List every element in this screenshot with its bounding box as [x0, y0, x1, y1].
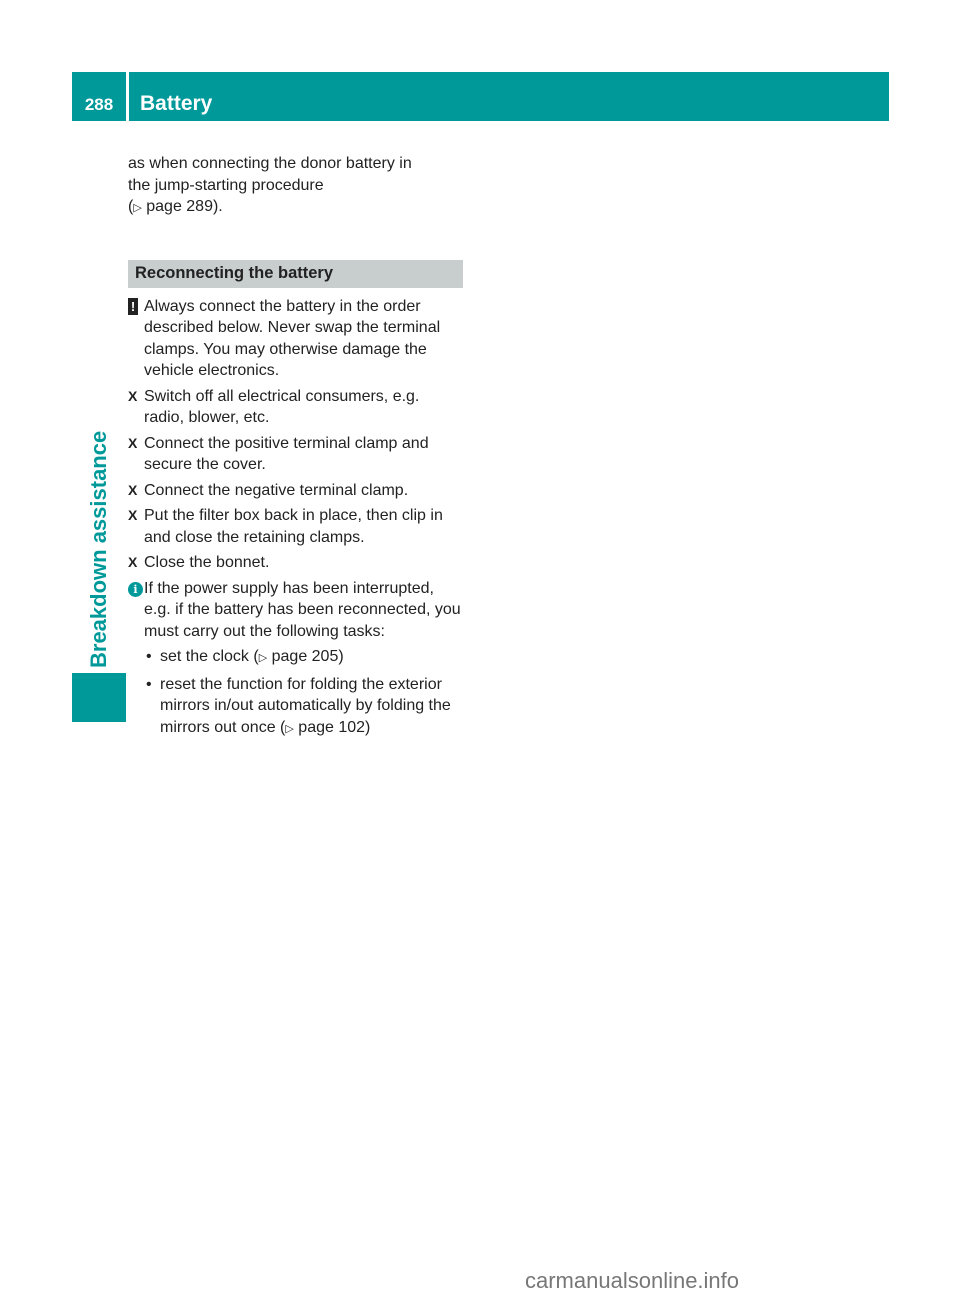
page-number: 288	[84, 95, 114, 114]
ref-open-paren: (	[128, 198, 134, 215]
step-arrow-icon: X	[128, 434, 138, 451]
bullet-icon: •	[146, 675, 152, 693]
step-item	[128, 386, 463, 429]
step-arrow-icon: X	[128, 387, 138, 404]
step-text: Connect the positive terminal clamp and secure the cover.	[144, 434, 429, 473]
watermark: carmanualsonline.info	[525, 1268, 740, 1293]
warning-text: Always connect the battery in the order described below. Never swap the terminal clamps. You may otherwise damage the vehicle electronics.	[144, 297, 441, 379]
page-title: Battery	[140, 92, 213, 115]
task-item	[128, 646, 463, 670]
step-item	[128, 480, 463, 502]
page-ref-arrow-icon: ▷	[133, 202, 142, 214]
info-icon: i	[128, 582, 143, 597]
step-item	[128, 433, 463, 476]
step-arrow-icon: X	[128, 481, 138, 498]
step-text: Close the bonnet.	[144, 554, 270, 571]
intro-line-1: as when connecting the donor battery in	[128, 155, 412, 172]
step-arrow-icon: X	[128, 507, 138, 523]
task-text: reset the function for folding the exterior mirrors in/out automatically by folding the mirrors out once (	[160, 675, 451, 736]
ref-text: page 289).	[141, 198, 223, 215]
step-text: Connect the negative terminal clamp.	[144, 481, 409, 499]
warning-note	[128, 296, 463, 382]
task-ref[interactable]: page 102)	[293, 718, 371, 736]
warning-icon: !	[128, 298, 138, 315]
step-text: Switch off all electrical consumers, e.g. radio, blower, etc.	[144, 387, 420, 426]
side-section-label: Breakdown assistance	[86, 430, 111, 668]
page-ref-arrow-icon: ▷	[258, 652, 268, 664]
info-note	[128, 578, 463, 643]
section-heading: Reconnecting the battery	[128, 260, 463, 288]
main-content	[128, 153, 463, 744]
page-ref-arrow-icon: ▷	[285, 722, 294, 735]
side-block	[72, 673, 126, 722]
task-ref[interactable]: page 205)	[267, 648, 344, 665]
task-text: set the clock (	[160, 648, 259, 665]
task-item	[128, 674, 463, 741]
intro-line-2: the jump-starting procedure	[128, 176, 324, 194]
step-text: Put the filter box back in place, then clip in and close the retaining clamps.	[144, 507, 443, 546]
intro-reference[interactable]	[128, 196, 463, 220]
bullet-icon: •	[146, 648, 152, 665]
step-item	[128, 505, 463, 548]
header-divider	[126, 72, 129, 121]
step-item	[128, 552, 463, 574]
step-arrow-icon: X	[128, 554, 138, 570]
info-text: If the power supply has been interrupted, e.g. if the battery has been reconnected, you must carry out the following tasks:	[144, 579, 461, 640]
